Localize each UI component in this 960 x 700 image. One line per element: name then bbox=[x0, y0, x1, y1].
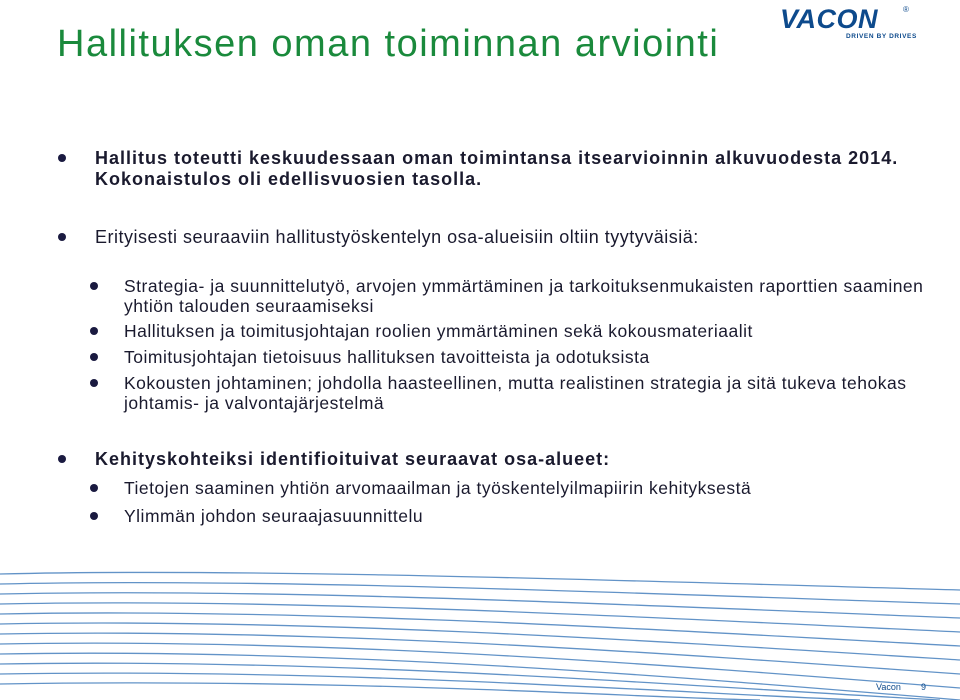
sub-bullet-icon bbox=[90, 379, 98, 387]
bullet-3-sub-1: Tietojen saaminen yhtiön arvomaailman ja työskentelyilmapiirin kehityksestä bbox=[124, 478, 752, 498]
vacon-logo bbox=[780, 4, 940, 44]
sub-bullet-icon bbox=[90, 353, 98, 361]
logo-wordmark: VACON bbox=[780, 4, 879, 34]
bullet-3-text: Kehityskohteiksi identifioituivat seuraavat osa-alueet: bbox=[95, 449, 611, 469]
bullet-2-text: Erityisesti seuraaviin hallitustyöskentelyn osa-alueisiin oltiin tyytyväisiä: bbox=[95, 227, 699, 247]
sub-bullet-icon bbox=[90, 282, 98, 290]
logo-tagline: DRIVEN BY DRIVES bbox=[846, 33, 917, 40]
footer-brand: Vacon bbox=[876, 682, 901, 692]
bullet-icon bbox=[58, 455, 66, 463]
bullet-2-sub-4: Kokousten johtaminen; johdolla haasteellinen, mutta realistinen strategia ja sitä tukeva tehokas johtamis- ja valvontajärjestelmä bbox=[124, 373, 907, 413]
bullet-icon bbox=[58, 233, 66, 241]
bullet-2-sub-3: Toimitusjohtajan tietoisuus hallituksen tavoitteista ja odotuksista bbox=[124, 347, 650, 367]
slide-title: Hallituksen oman toiminnan arviointi bbox=[57, 23, 720, 65]
bullet-2-sub-2: Hallituksen ja toimitusjohtajan roolien ymmärtäminen sekä kokousmateriaalit bbox=[124, 321, 753, 341]
bullet-icon bbox=[58, 154, 66, 162]
bullet-1-text: Hallitus toteutti keskuudessaan oman toimintansa itsearvioinnin alkuvuodesta 2014. Kokonaistulos oli edellisvuosien tasolla. bbox=[95, 148, 899, 189]
page-number: 9 bbox=[921, 682, 927, 692]
bullet-2-sub-1: Strategia- ja suunnittelutyö, arvojen ymmärtäminen ja tarkoituksenmukaisten raporttien saaminen yhtiön talouden seuraamiseksi bbox=[124, 276, 924, 316]
sub-bullet-icon bbox=[90, 484, 98, 492]
decorative-waves bbox=[0, 560, 960, 700]
logo-registered-mark: ® bbox=[903, 5, 909, 14]
bullet-3-sub-2: Ylimmän johdon seuraajasuunnittelu bbox=[124, 506, 424, 526]
sub-bullet-icon bbox=[90, 512, 98, 520]
sub-bullet-icon bbox=[90, 327, 98, 335]
